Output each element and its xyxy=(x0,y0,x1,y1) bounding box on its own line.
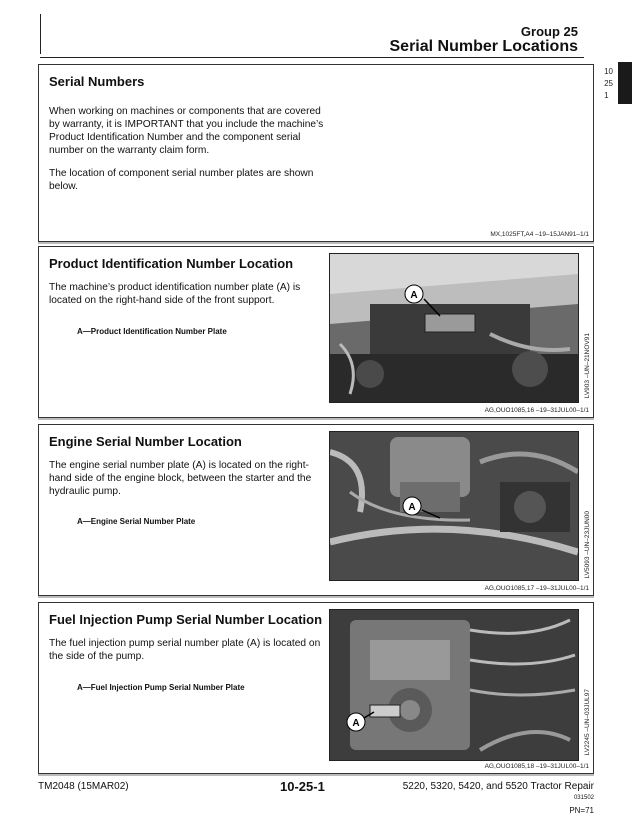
group-label: Group 25 xyxy=(520,24,578,39)
reference-code: AG,OUO1085,18 –19–31JUL00–1/1 xyxy=(484,763,589,770)
page-title: Serial Number Locations xyxy=(389,38,578,55)
section-pin-location xyxy=(38,246,594,418)
section-tab-numbers: 10 25 1 xyxy=(604,67,613,100)
figure-legend: A—Fuel Injection Pump Serial Number Plate xyxy=(77,683,245,692)
section-body: The machine’s product identification number plate (A) is located on the right-hand side of the front support. xyxy=(49,282,301,306)
footer-code: 031502 xyxy=(573,795,594,801)
section-title: Engine Serial Number Location xyxy=(49,434,242,449)
section-tab-marker xyxy=(618,62,632,104)
section-serial-numbers xyxy=(38,64,594,242)
pn-number: PN=71 xyxy=(569,806,594,815)
header-rule xyxy=(40,57,584,58)
callout-a: A xyxy=(408,502,416,513)
section-pump-serial xyxy=(38,602,594,774)
section-body: When working on machines or components that are covered by warranty, it is IMPORTANT that you include the machine’s Product Identification Number and the component serial number on the warranty claim form. The location of component serial number plates are shown below. xyxy=(49,106,324,192)
header-left-rule xyxy=(40,14,41,54)
figure-legend: A—Engine Serial Number Plate xyxy=(77,517,196,526)
reference-code: MX,1025FT,A4 –19–15JAN91–1/1 xyxy=(490,231,589,238)
figure-legend: A—Product Identification Number Plate xyxy=(77,327,227,336)
callout-a: A xyxy=(352,718,360,729)
image-code: LV5093 –UN–23JUN00 xyxy=(584,511,591,579)
reference-code: AG,OUO1085,17 –19–31JUL00–1/1 xyxy=(484,585,589,592)
reference-code: AG,OUO1085,16 –19–31JUL00–1/1 xyxy=(484,407,589,414)
image-code: LV2245 –UN–03JUL97 xyxy=(584,689,591,756)
section-body: The fuel injection pump serial number plate (A) is located on the side of the pump. xyxy=(49,638,321,662)
section-title: Fuel Injection Pump Serial Number Location xyxy=(49,612,323,627)
front-support-photo xyxy=(329,253,579,403)
image-code: LV903 –UN–21NOV91 xyxy=(584,333,591,399)
section-title: Serial Numbers xyxy=(49,74,145,89)
section-engine-serial xyxy=(38,424,594,596)
section-title: Product Identification Number Location xyxy=(49,256,294,271)
injection-pump-photo xyxy=(329,609,579,761)
section-body: The engine serial number plate (A) is located on the right-hand side of the engine block, between the starter and the hydraulic pump. xyxy=(49,460,312,497)
manual-number: TM2048 (15MAR02) xyxy=(38,781,129,792)
engine-block-photo xyxy=(329,431,579,581)
callout-a: A xyxy=(410,290,418,301)
page-number: 10-25-1 xyxy=(280,779,325,794)
model-list: 5220, 5320, 5420, and 5520 Tractor Repair xyxy=(402,781,594,792)
